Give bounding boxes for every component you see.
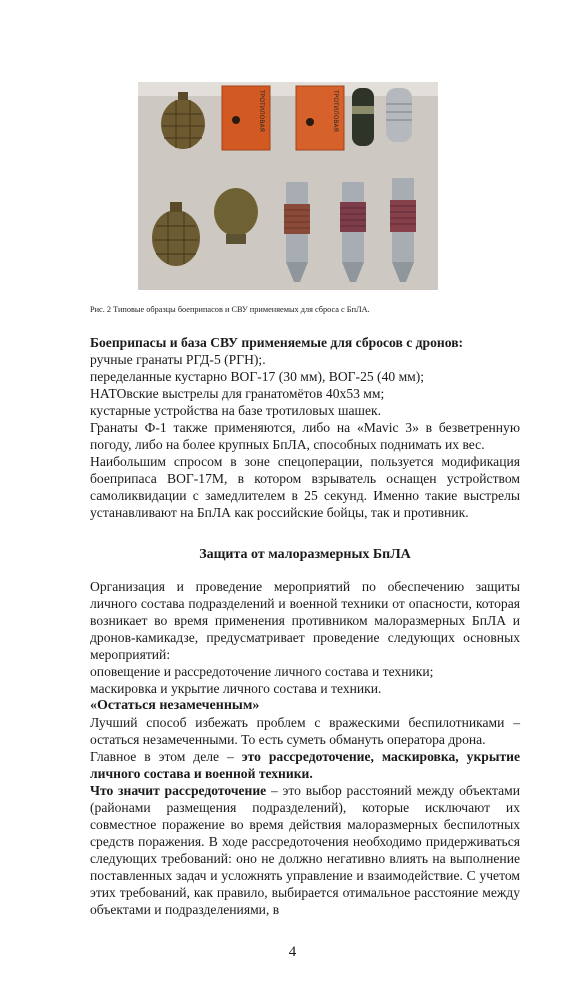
tnt-label-1: ТРОТИЛОВАЯ xyxy=(258,90,265,132)
subheading: «Остаться незамеченным» xyxy=(90,698,260,713)
tnt-label-2: ТРОТИЛОВАЯ xyxy=(332,90,339,132)
paragraph: Гранаты Ф-1 также применяются, либо на «Mavic 3» в безветренную погоду, либо на более крупных БпЛА, способных поднимать их вес. xyxy=(90,420,520,452)
paragraph-lead: Главное в этом деле – xyxy=(90,749,242,764)
section-ammunition xyxy=(90,334,520,521)
list-item: НАТОвские выстрелы для гранатомётов 40х53 мм; xyxy=(90,386,385,401)
paragraph: Организация и проведение мероприятий по обеспечению защиты личного состава подразделений и военной техники от опасности, которая возникает во время применения противником малоразмерных БпЛА и дронов-камикадзе, предусматривает проведение следующих основных мероприятий: xyxy=(90,579,520,662)
section-title: Защита от малоразмерных БпЛА xyxy=(199,547,411,562)
paragraph-text: – это выбор расстояний между объектами (районами размещения подразделений), которые исключают их совместное поражение во время действия малоразмерных беспилотных средств поражения. В ходе рассредоточения необходимо придерживаться следующих требований: оно не должно негативно влиять на выполнение поставленных задач и усложнять управление и взаимодействие. С учетом этих требований, как правило, выбирается отимальное расстояние между объектами и подразделениями, в xyxy=(90,783,520,917)
list-item: кустарные устройства на базе тротиловых шашек. xyxy=(90,403,381,418)
paragraph xyxy=(90,782,520,918)
section-protection xyxy=(90,578,520,918)
munitions-photo xyxy=(138,82,438,290)
munitions-illustration xyxy=(138,82,438,290)
section-heading: Боеприпасы и база СВУ применяемые для сбросов с дронов: xyxy=(90,335,464,350)
paragraph: Наибольшим спросом в зоне спецоперации, пользуется модификация боеприпаса ВОГ-17М, в котором взрыватель оснащен устройством самоликвидации с замедлителем в 25 секунд. Именно такие выстрелы устанавливают на БпЛА как российские бойцы, так и противник. xyxy=(90,454,520,520)
paragraph xyxy=(90,748,520,782)
list-item: ручные гранаты РГД-5 (РГН);. xyxy=(90,352,266,367)
paragraph-emphasis: это рассредоточение, маскировка, укрытие личного состава и военной техники. xyxy=(90,749,520,781)
page-number: 4 xyxy=(288,944,297,960)
list-item: переделанные кустарно ВОГ-17 (30 мм), ВОГ-25 (40 мм); xyxy=(90,369,425,384)
paragraph-emphasis: Что значит рассредоточение xyxy=(90,783,267,798)
list-item: оповещение и рассредоточение личного состава и техники; xyxy=(90,664,434,679)
paragraph: Лучший способ избежать проблем с вражескими беспилотниками – остаться незамеченными. То есть суметь обмануть оператора дрона. xyxy=(90,715,520,747)
figure-caption: Рис. 2 Типовые образцы боеприпасов и СВУ применяемых для сброса с БпЛА. xyxy=(90,305,370,314)
list-item: маскировка и укрытие личного состава и техники. xyxy=(90,681,382,696)
